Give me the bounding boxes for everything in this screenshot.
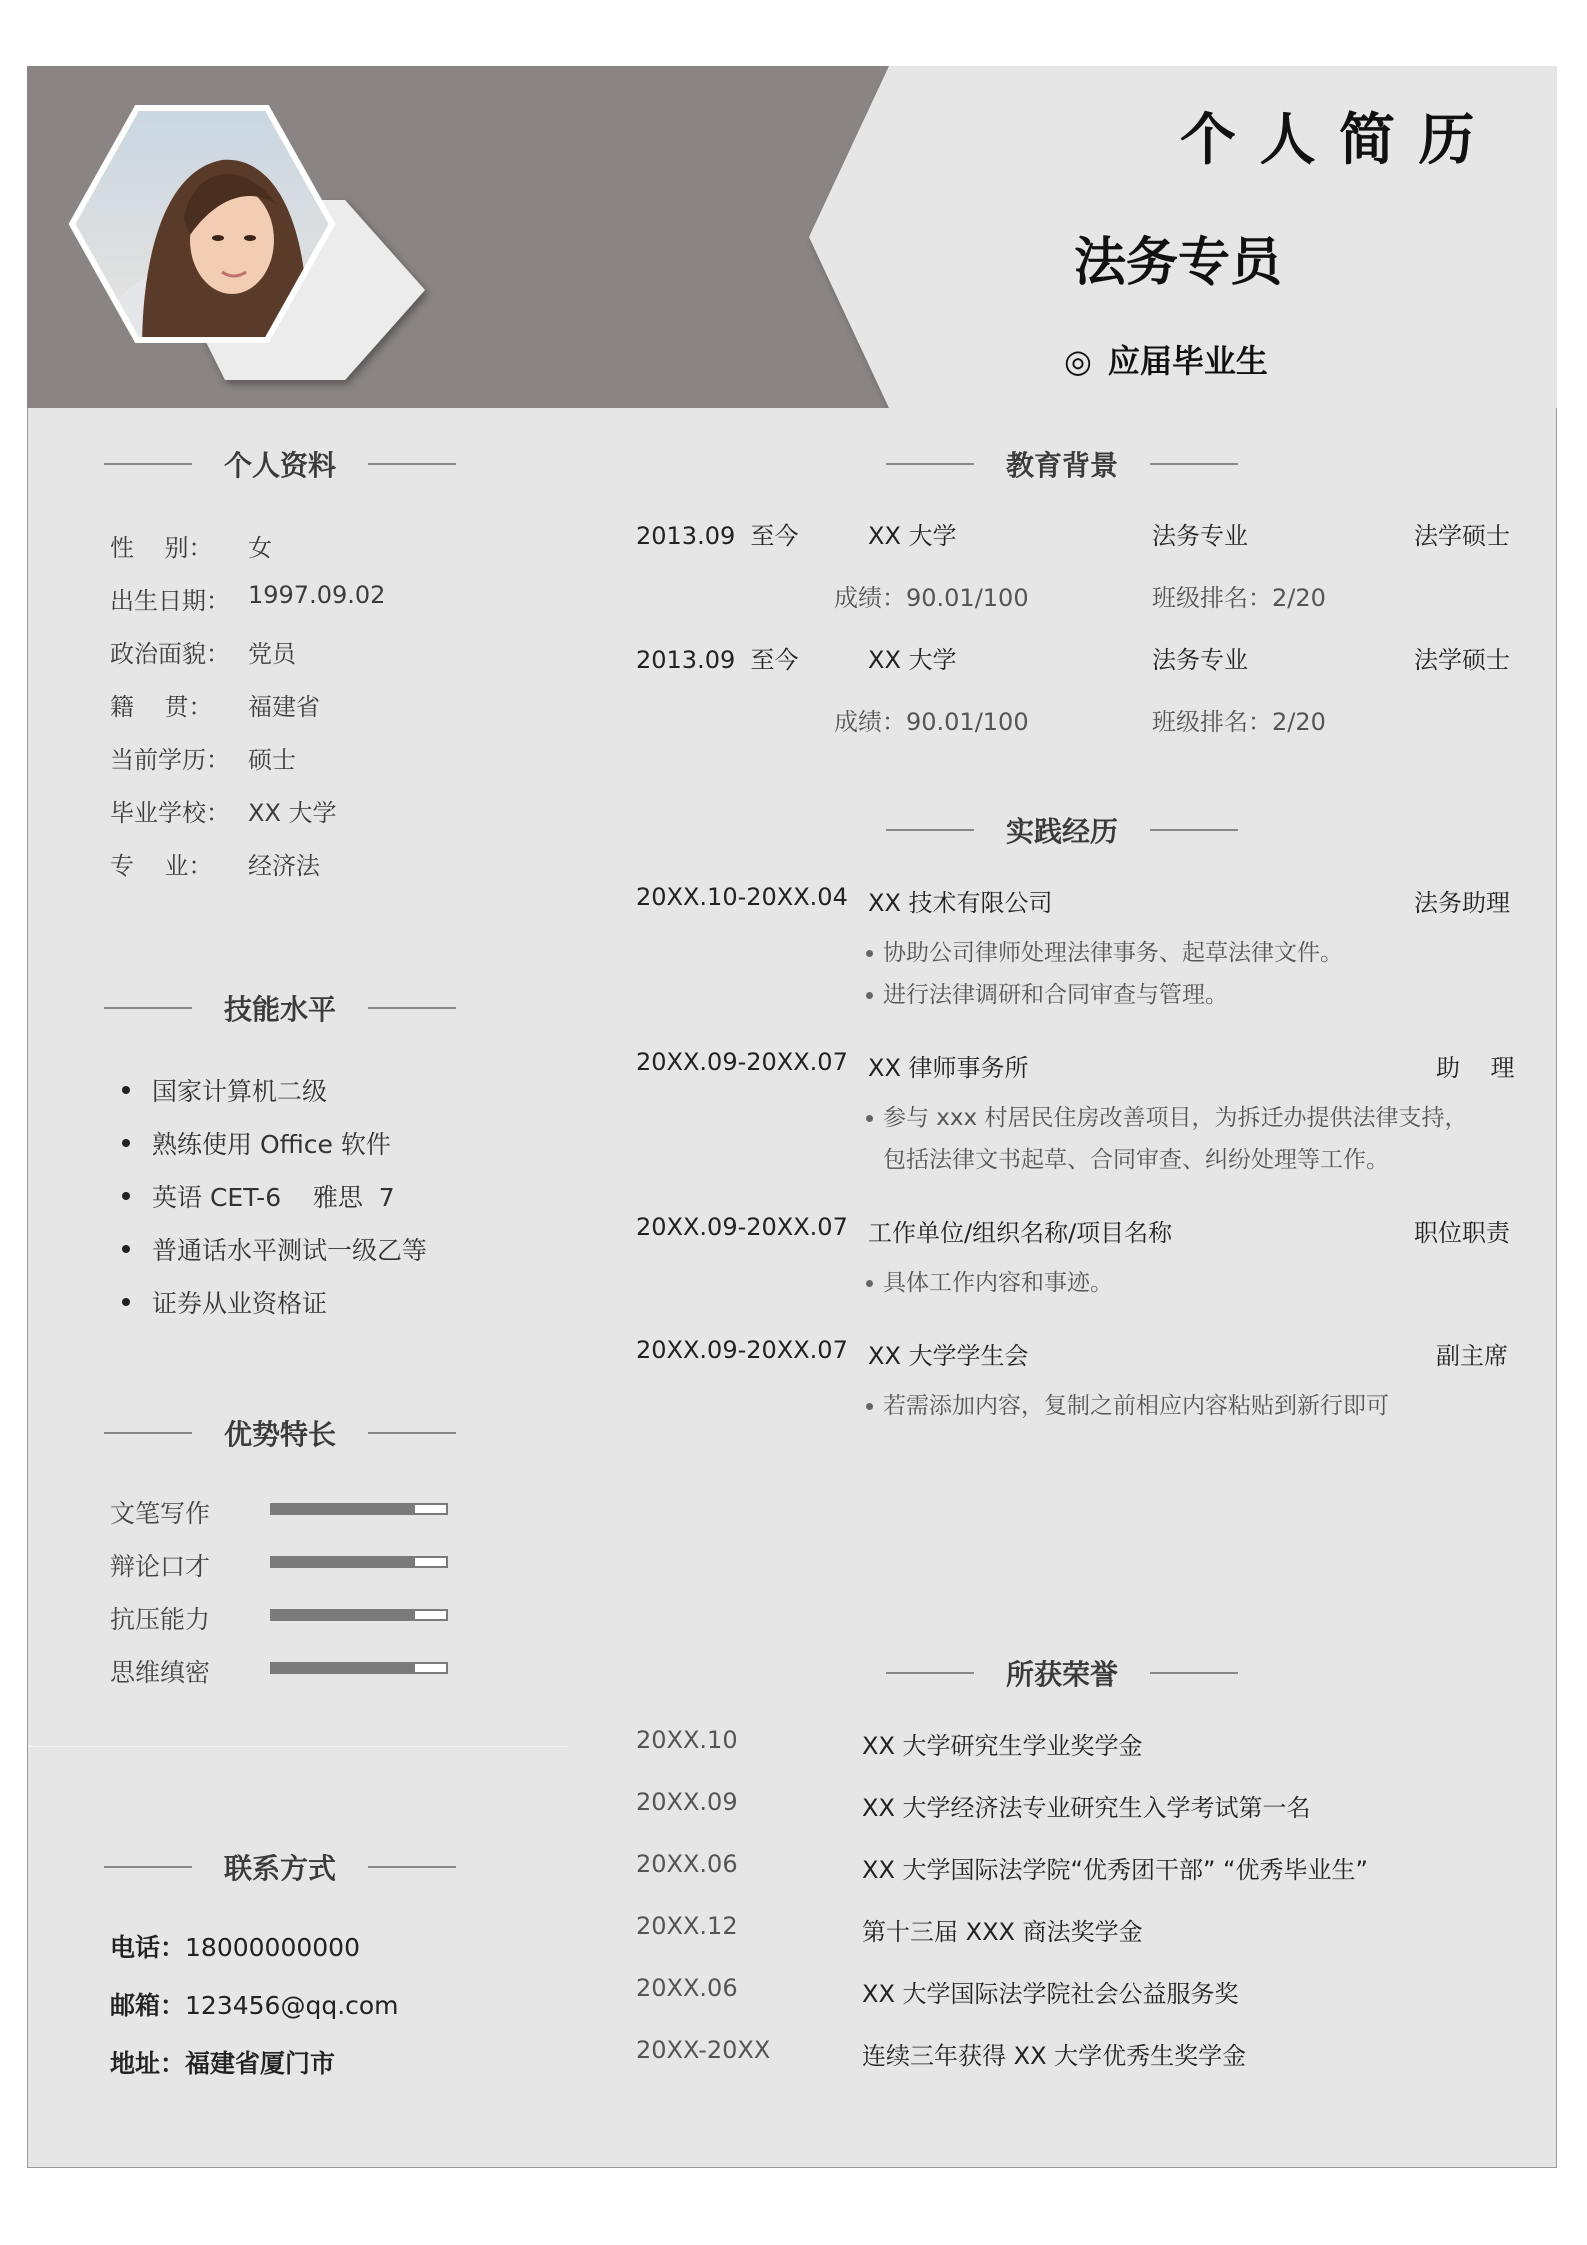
heading-rule — [886, 829, 974, 831]
skill-item — [122, 1231, 427, 1267]
exp-bullet — [866, 1099, 1467, 1132]
advantage-bar — [270, 1556, 448, 1568]
skill-text: 国家计算机二级 — [152, 1077, 328, 1106]
skill-item — [122, 1072, 327, 1108]
bullet-icon — [122, 1139, 130, 1147]
address-value: 福建省厦门市 — [185, 2049, 336, 2078]
skills-heading-text: 技能水平 — [223, 993, 336, 1026]
advantage-label: 抗压能力 — [110, 1605, 211, 1634]
honor-text: XX 大学经济法专业研究生入学考试第一名 — [862, 1794, 1311, 1822]
heading-rule — [104, 1432, 192, 1434]
skill-item — [122, 1178, 395, 1214]
advantage-bar-fill — [272, 1611, 415, 1619]
contact-address — [110, 2044, 335, 2080]
honor-text: 第十三届 XXX 商法奖学金 — [862, 1918, 1143, 1946]
skill-text: 熟练使用 Office 软件 — [152, 1130, 391, 1159]
exp-role: 法务助理 — [1414, 889, 1510, 917]
email-label: 邮箱： — [110, 1991, 186, 2020]
bullet-icon — [122, 1086, 130, 1094]
edu-period: 2013.09 至今 — [636, 522, 799, 550]
address-label: 地址： — [110, 2049, 186, 2078]
exp-bullet-text: 包括法律文书起草、合同审查、纠纷处理等工作。 — [883, 1147, 1389, 1173]
profile-key: 当前学历： — [110, 746, 230, 774]
exp-org: XX 技术有限公司 — [868, 889, 1053, 917]
profile-heading — [94, 444, 466, 484]
advantage-label: 思维缜密 — [110, 1658, 211, 1687]
exp-period: 20XX.09-20XX.07 — [636, 1213, 848, 1241]
status-icon: ◎ — [1064, 342, 1092, 380]
edu-major: 法务专业 — [1152, 522, 1248, 550]
practice-heading-text: 实践经历 — [1005, 815, 1118, 848]
profile-row — [110, 740, 296, 775]
advantages-heading-text: 优势特长 — [223, 1418, 336, 1451]
exp-bullet-continued — [883, 1141, 1389, 1174]
bullet-icon — [122, 1298, 130, 1306]
exp-bullet-text: 具体工作内容和事迹。 — [883, 1270, 1113, 1296]
profile-row — [110, 687, 320, 722]
honor-text: 连续三年获得 XX 大学优秀生奖学金 — [862, 2042, 1247, 2070]
heading-rule — [368, 463, 456, 465]
edu-score: 成绩：90.01/100 — [834, 584, 1029, 612]
photo-hexagons — [60, 90, 460, 410]
profile-row — [110, 528, 272, 563]
skill-item — [122, 1125, 391, 1161]
contact-heading-text: 联系方式 — [223, 1852, 336, 1885]
honor-text: XX 大学研究生学业奖学金 — [862, 1732, 1143, 1760]
edu-score: 成绩：90.01/100 — [834, 708, 1029, 736]
honor-text: XX 大学国际法学院社会公益服务奖 — [862, 1980, 1239, 2008]
exp-bullet — [866, 1387, 1389, 1420]
profile-row — [110, 581, 385, 616]
skill-text: 普通话水平测试一级乙等 — [152, 1236, 428, 1265]
resume-title: 个 人 简 历 — [1180, 108, 1477, 173]
profile-key: 政治面貌： — [110, 640, 230, 668]
profile-row — [110, 793, 337, 828]
honors-heading-text: 所获荣誉 — [1005, 1658, 1118, 1691]
profile-value: 女 — [248, 534, 272, 562]
heading-rule — [368, 1007, 456, 1009]
skill-text: 英语 CET-6 雅思 7 — [152, 1183, 395, 1212]
profile-key: 籍 贯： — [110, 693, 213, 721]
profile-row — [110, 634, 296, 669]
edu-school: XX 大学 — [868, 646, 957, 674]
honors-heading — [876, 1653, 1248, 1693]
heading-rule — [1150, 1672, 1238, 1674]
email-value: 123456@qq.com — [185, 1991, 399, 2020]
profile-row — [110, 846, 320, 881]
contact-heading — [94, 1847, 466, 1887]
heading-rule — [104, 1866, 192, 1868]
honor-date: 20XX.12 — [636, 1912, 738, 1940]
edu-rank: 班级排名：2/20 — [1152, 708, 1326, 736]
advantage-bar — [270, 1662, 448, 1674]
heading-rule — [1150, 463, 1238, 465]
exp-bullet-text: 若需添加内容，复制之前相应内容粘贴到新行即可 — [883, 1393, 1389, 1419]
advantage-label: 文笔写作 — [110, 1499, 211, 1528]
edu-degree: 法学硕士 — [1414, 646, 1510, 674]
edu-degree: 法学硕士 — [1414, 522, 1510, 550]
skills-heading — [94, 988, 466, 1028]
honor-text: XX 大学国际法学院“优秀团干部” “优秀毕业生” — [862, 1856, 1368, 1884]
edu-period: 2013.09 至今 — [636, 646, 799, 674]
exp-org: XX 律师事务所 — [868, 1054, 1029, 1082]
profile-value: XX 大学 — [248, 799, 337, 827]
bullet-icon — [866, 1403, 873, 1410]
bullet-icon — [866, 1115, 873, 1122]
advantage-bar-fill — [272, 1505, 415, 1513]
heading-rule — [886, 1672, 974, 1674]
edu-school: XX 大学 — [868, 522, 957, 550]
exp-bullet — [866, 1264, 1113, 1297]
skill-item — [122, 1284, 327, 1320]
exp-period: 20XX.09-20XX.07 — [636, 1048, 848, 1076]
advantage-bar-fill — [272, 1664, 415, 1672]
exp-bullet — [866, 976, 1228, 1009]
exp-period: 20XX.10-20XX.04 — [636, 883, 848, 911]
heading-rule — [104, 1007, 192, 1009]
heading-rule — [1150, 829, 1238, 831]
profile-key: 性 别： — [110, 534, 213, 562]
honor-date: 20XX-20XX — [636, 2036, 771, 2064]
honor-date: 20XX.06 — [636, 1850, 738, 1878]
honor-date: 20XX.09 — [636, 1788, 738, 1816]
profile-key: 出生日期： — [110, 587, 230, 615]
exp-period: 20XX.09-20XX.07 — [636, 1336, 848, 1364]
advantage-bar — [270, 1609, 448, 1621]
heading-rule — [368, 1866, 456, 1868]
profile-value: 党员 — [248, 640, 296, 668]
profile-value: 经济法 — [248, 852, 320, 880]
heading-rule — [368, 1432, 456, 1434]
bullet-icon — [866, 1280, 873, 1287]
education-heading — [876, 444, 1248, 484]
profile-value: 硕士 — [248, 746, 296, 774]
profile-key: 毕业学校： — [110, 799, 230, 827]
contact-divider — [28, 1746, 568, 1747]
profile-key: 专 业： — [110, 852, 213, 880]
honor-date: 20XX.06 — [636, 1974, 738, 2002]
bullet-icon — [122, 1245, 130, 1253]
profile-value: 1997.09.02 — [248, 581, 386, 609]
exp-bullet-text: 进行法律调研和合同审查与管理。 — [883, 982, 1228, 1008]
skill-text: 证券从业资格证 — [152, 1289, 328, 1318]
bullet-icon — [866, 950, 873, 957]
contact-phone — [110, 1928, 360, 1964]
practice-heading — [876, 810, 1248, 850]
heading-rule — [886, 463, 974, 465]
bullet-icon — [866, 992, 873, 999]
edu-major: 法务专业 — [1152, 646, 1248, 674]
exp-bullet-text: 协助公司律师处理法律事务、起草法律文件。 — [883, 940, 1343, 966]
contact-email — [110, 1986, 399, 2022]
exp-org: 工作单位/组织名称/项目名称 — [868, 1219, 1173, 1247]
phone-label: 电话： — [110, 1933, 186, 1962]
honor-date: 20XX.10 — [636, 1726, 738, 1754]
education-heading-text: 教育背景 — [1005, 449, 1118, 482]
advantages-heading — [94, 1413, 466, 1453]
exp-role: 职位职责 — [1414, 1219, 1510, 1247]
phone-value: 18000000000 — [185, 1933, 360, 1962]
exp-role: 助 理 — [1436, 1054, 1515, 1082]
exp-bullet-text: 参与 xxx 村居民住房改善项目，为拆迁办提供法律支持， — [883, 1105, 1468, 1131]
exp-bullet — [866, 934, 1343, 967]
exp-role: 副主席 — [1436, 1342, 1508, 1370]
advantage-bar — [270, 1503, 448, 1515]
advantage-bar-fill — [272, 1558, 415, 1566]
advantage-label: 辩论口才 — [110, 1552, 211, 1581]
edu-rank: 班级排名：2/20 — [1152, 584, 1326, 612]
job-position: 法务专员 — [1074, 233, 1283, 293]
profile-value: 福建省 — [248, 693, 320, 721]
status-line — [1064, 336, 1268, 382]
bullet-icon — [122, 1192, 130, 1200]
heading-rule — [104, 463, 192, 465]
profile-heading-text: 个人资料 — [223, 449, 336, 482]
exp-org: XX 大学学生会 — [868, 1342, 1029, 1370]
status-text: 应届毕业生 — [1107, 342, 1268, 380]
